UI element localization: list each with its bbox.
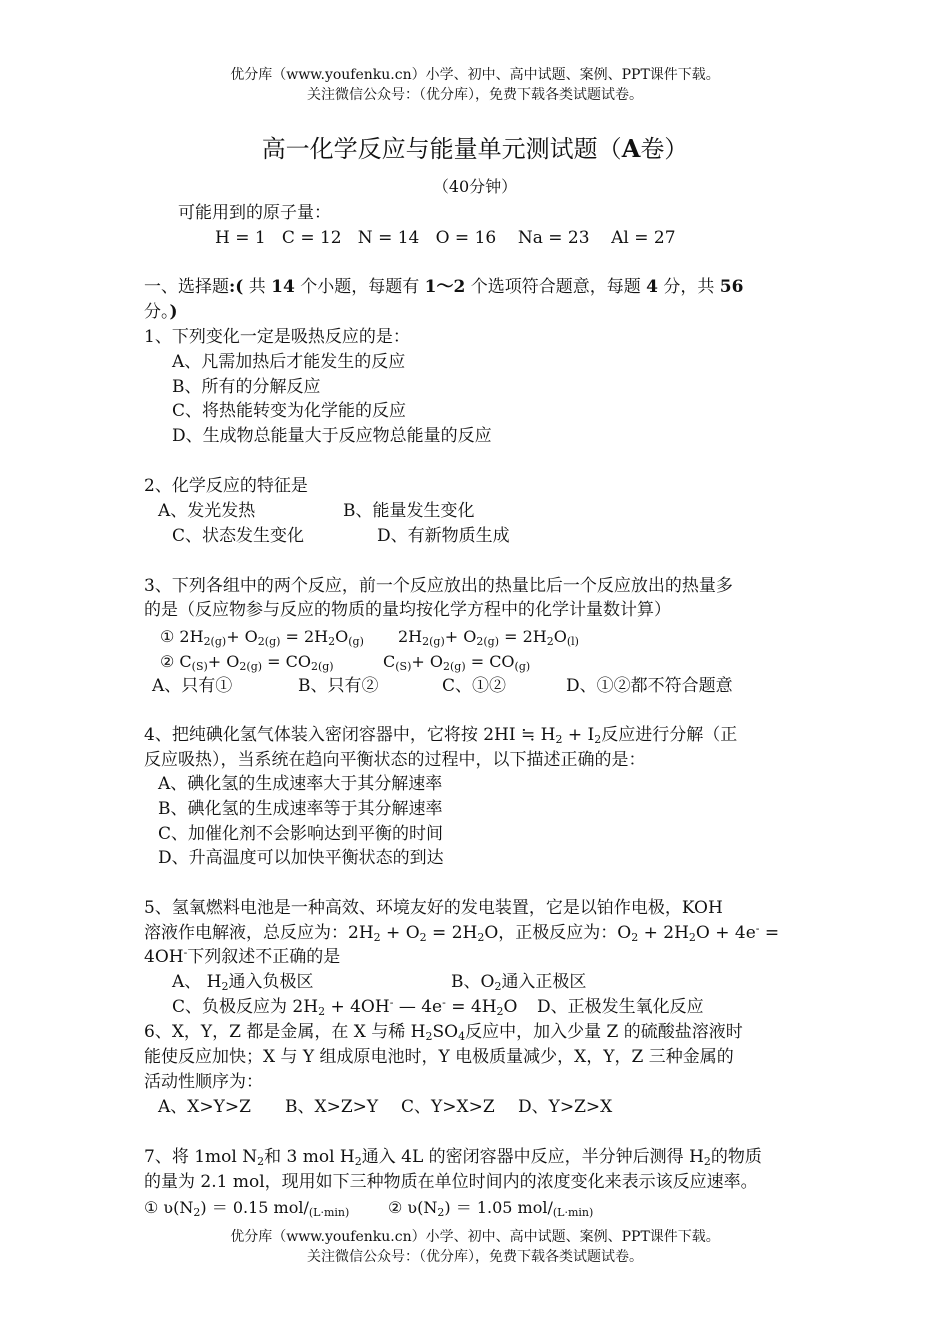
q5-stem-2: 溶液作电解液，总反应为：$2H_2 + O_2 = 2H_2O$，正极反应为：$O_2 + 2H_2O + 4e^-$ = <box>144 922 780 944</box>
q3-stem-1: 3、下列各组中的两个反应，前一个反应放出的热量比后一个反应放出的热量多 <box>144 576 733 596</box>
q3-option-a: A、只有① <box>152 676 233 696</box>
q4-stem-1: 4、把纯碘化氢气体装入密闭容器中，它将按 2HI ≒ $H_2 + I_2$反应进行分解（正 <box>144 725 738 746</box>
q6-option-d: D、Y>Z>X <box>518 1097 613 1117</box>
q1-option-c: C、将热能转变为化学能的反应 <box>172 401 407 421</box>
q1-option-b: B、所有的分解反应 <box>172 377 321 397</box>
q4-option-a: A、碘化氢的生成速率大于其分解速率 <box>158 774 443 794</box>
q7-rate-1: ① $ʋ(N_2) = 0.15$ mol/$_{(L\cdot min)}$ <box>144 1198 350 1219</box>
q5-option-b: B、$O_2$通入正极区 <box>451 972 587 993</box>
section-heading-end: 分。) <box>144 302 178 322</box>
q4-option-d: D、升高温度可以加快平衡状态的到达 <box>158 848 444 868</box>
atomic-values: H = 1 C = 12 N = 14 O = 16 Na = 23 Al = 27 <box>215 228 676 248</box>
q5-stem-1: 5、氢氧燃料电池是一种高效、环境友好的发电装置，它是以铂作电极，KOH <box>144 898 723 918</box>
q1-option-a: A、凡需加热后才能发生的反应 <box>172 352 406 372</box>
q2-stem: 2、化学反应的特征是 <box>144 476 308 496</box>
q3-option-b: B、只有② <box>298 676 379 696</box>
header-line-1: 优分库（www.youfenku.cn）小学、初中、高中试题、案例、PPT课件下载。 <box>230 67 720 83</box>
footer-line-1: 优分库（www.youfenku.cn）小学、初中、高中试题、案例、PPT课件下载。 <box>230 1229 720 1245</box>
q3-stem-2: 的是（反应物参与反应的物质的量均按化学方程中的化学计量数计算） <box>144 600 671 620</box>
q3-option-d: D、①②都不符合题意 <box>566 676 733 696</box>
q7-stem-1: 7、将 1mol $N_2$和 3 mol $H_2$通入 4L 的密闭容器中反应，半分钟后测得 $H_2$的物质 <box>144 1147 762 1168</box>
q2-option-a: A、发光发热 <box>158 501 256 521</box>
q5-stem-3: 4OH-下列叙述不正确的是 <box>144 946 341 967</box>
q5-option-a: A、 $H_2$通入负极区 <box>172 972 314 993</box>
q5-option-d: D、正极发生氧化反应 <box>537 997 704 1017</box>
q3-option-c: C、①② <box>442 676 507 696</box>
q2-option-c: C、状态发生变化 <box>172 526 305 546</box>
footer-line-2: 关注微信公众号：（优分库），免费下载各类试题试卷。 <box>307 1249 643 1265</box>
q1-stem: 1、下列变化一定是吸热反应的是： <box>144 327 410 347</box>
q4-option-c: C、加催化剂不会影响达到平衡的时间 <box>158 824 444 844</box>
q7-stem-2: 的量为 2.1 mol，现用如下三种物质在单位时间内的浓度变化来表示该反应速率。 <box>144 1172 758 1192</box>
q6-option-a: A、X>Y>Z <box>158 1097 251 1117</box>
q2-option-d: D、有新物质生成 <box>377 526 510 546</box>
q1-option-d: D、生成物总能量大于反应物总能量的反应 <box>172 426 492 446</box>
q4-option-b: B、碘化氢的生成速率等于其分解速率 <box>158 799 443 819</box>
q6-option-b: B、X>Z>Y <box>285 1097 379 1117</box>
q3-reaction-1a: ① $2H_{2(g)}+ O_{2(g)} = 2H_2O_{(g)}$ <box>160 627 364 648</box>
q3-reaction-2a: ② $C_{(S)}+ O_{2(g)} = CO_{2(g)}$ <box>160 652 334 673</box>
duration: （40分钟） <box>432 177 518 196</box>
header-line-2: 关注微信公众号：（优分库），免费下载各类试题试卷。 <box>307 87 643 103</box>
q4-stem-2: 反应吸热），当系统在趋向平衡状态的过程中，以下描述正确的是： <box>144 750 646 770</box>
q3-reaction-1b: $2H_{2(g)}+ O_{2(g)} = 2H_2O_{(l)}$ <box>398 627 579 648</box>
q3-reaction-2b: $C_{(S)}+ O_{2(g)} = CO_{(g)}$ <box>383 652 531 673</box>
q6-option-c: C、Y>X>Z <box>401 1097 495 1117</box>
q2-option-b: B、能量发生变化 <box>343 501 475 521</box>
atomic-label: 可能用到的原子量： <box>178 203 331 223</box>
q6-stem-1: 6、X，Y，Z 都是金属，在 X 与稀 $H_2SO_4$反应中，加入少量 Z 的硫酸盐溶液时 <box>144 1022 743 1043</box>
q6-stem-3: 活动性顺序为： <box>144 1072 263 1092</box>
q5-option-c: C、负极反应为 $2H_2 + 4OH^-$ — $4e^- = 4H_2O$ <box>172 996 518 1018</box>
q7-rate-2: ② $ʋ(N_2) = 1.05$ mol/$_{(L\cdot min)}$ <box>388 1198 594 1219</box>
q6-stem-2: 能使反应加快；X 与 Y 组成原电池时，Y 电极质量减少，X，Y，Z 三种金属的 <box>144 1047 734 1067</box>
page-title: 高一化学反应与能量单元测试题（A卷） <box>261 134 689 163</box>
section-heading: 一、选择题:( 共 14 个小题，每题有 1～2 个选项符合题意，每题 4 分，共 56 <box>144 277 744 297</box>
